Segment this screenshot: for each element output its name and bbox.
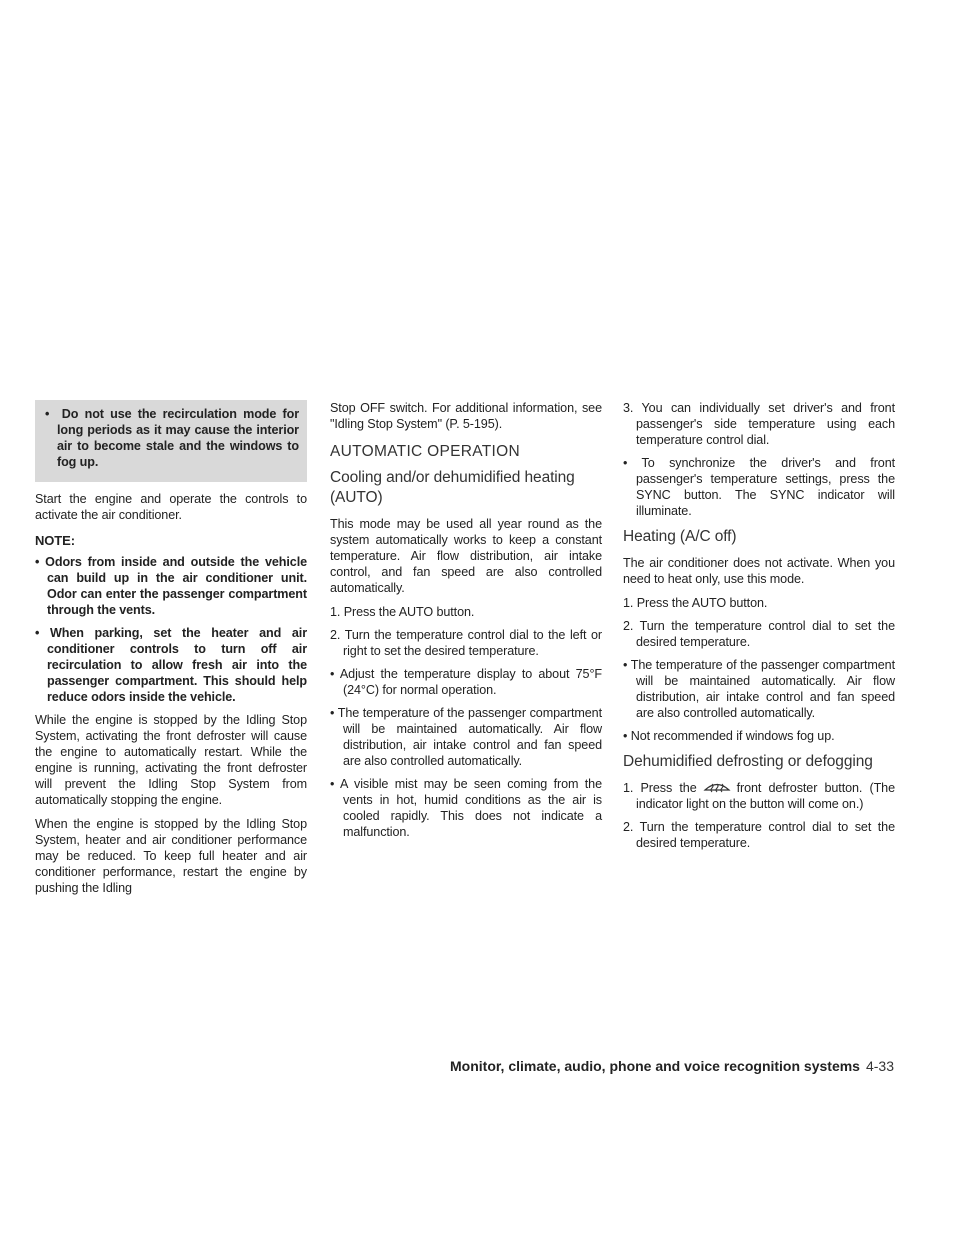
- list-item: • Adjust the temperature display to about 75°F (24°C) for normal operation.: [330, 667, 602, 697]
- subsection-title-auto: Cooling and/or dehumidified heating (AUTO): [330, 469, 575, 506]
- list-item: 1. Press the AUTO button.: [330, 605, 475, 619]
- subsection-title-heating: Heating (A/C off): [623, 528, 737, 545]
- left-column: [35, 400, 307, 904]
- right-column: [623, 400, 895, 858]
- warning-box: [35, 400, 307, 482]
- note-item: • Odors from inside and outside the vehicle can build up in the air conditioner unit. Odor can enter the passenger compartment through the vents.: [35, 555, 308, 617]
- page-footer: [450, 1058, 894, 1074]
- section-title: AUTOMATIC OPERATION: [330, 443, 520, 460]
- middle-column: [330, 400, 602, 847]
- page-number: 4-33: [865, 1058, 894, 1074]
- idling-stop-paragraph: While the engine is stopped by the Idling Stop System, activating the front defroster will cause the engine to automatically restart. While the engine is running, activating the front defroster will prevent the Idling Stop System from automatically stopping the engine.: [35, 713, 307, 807]
- note-item: • When parking, set the heater and air conditioner controls to turn off air recirculation to allow fresh air into the passenger compartment. This should help reduce odors inside the vehicle.: [35, 626, 308, 704]
- list-item: 2. Turn the temperature control dial to the left or right to set the desired temperature.: [330, 628, 602, 658]
- intro-paragraph: Start the engine and operate the controls to activate the air conditioner.: [35, 492, 307, 522]
- list-item: • Not recommended if windows fog up.: [623, 729, 835, 743]
- note-title: NOTE:: [35, 533, 75, 548]
- list-item: • To synchronize the driver's and front passenger's temperature settings, press the SYNC button. The SYNC indicator will illuminate.: [623, 456, 895, 518]
- footer-section-title: Monitor, climate, audio, phone and voice recognition systems: [450, 1058, 860, 1074]
- auto-intro: This mode may be used all year round as the system automatically works to keep a constant temperature. Air flow distribution, air intake control, and fan speed are also controlled automatically.: [330, 517, 602, 595]
- list-item: • The temperature of the passenger compartment will be maintained automatically. Air flow distribution, air intake control and fan speed are also controlled automatically.: [623, 658, 895, 720]
- list-item: 2. Turn the temperature control dial to set the desired temperature.: [623, 619, 895, 649]
- list-item: • The temperature of the passenger compartment will be maintained automatically. Air flow distribution, air intake control and fan speed are also controlled automatically.: [330, 706, 602, 768]
- front-defroster-icon: [697, 780, 737, 794]
- subsection-title-defog: Dehumidified defrosting or defogging: [623, 753, 873, 770]
- continued-paragraph: Stop OFF switch. For additional information, see "Idling Stop System" (P. 5-195).: [330, 401, 602, 431]
- list-item: 3. You can individually set driver's and front passenger's side temperature using each temperature control dial.: [623, 401, 895, 447]
- defog-step-2: 2. Turn the temperature control dial to set the desired temperature.: [623, 820, 895, 850]
- warning-item: • Do not use the recirculation mode for long periods as it may cause the interior air to become stale and the windows to fog up.: [45, 407, 299, 469]
- idling-stop-performance-paragraph: When the engine is stopped by the Idling Stop System, heater and air conditioner performance may be reduced. To keep full heater and air conditioner performance, restart the engine by pushing the Idling: [35, 817, 307, 895]
- defog-step-1: 1. Press the front defroster button. (The indicator light on the button will come on.): [623, 781, 895, 811]
- list-item: • A visible mist may be seen coming from the vents in hot, humid conditions as the air is cooled rapidly. This does not indicate a malfunction.: [330, 777, 602, 839]
- heating-intro: The air conditioner does not activate. When you need to heat only, use this mode.: [623, 556, 895, 586]
- list-item: 1. Press the AUTO button.: [623, 596, 768, 610]
